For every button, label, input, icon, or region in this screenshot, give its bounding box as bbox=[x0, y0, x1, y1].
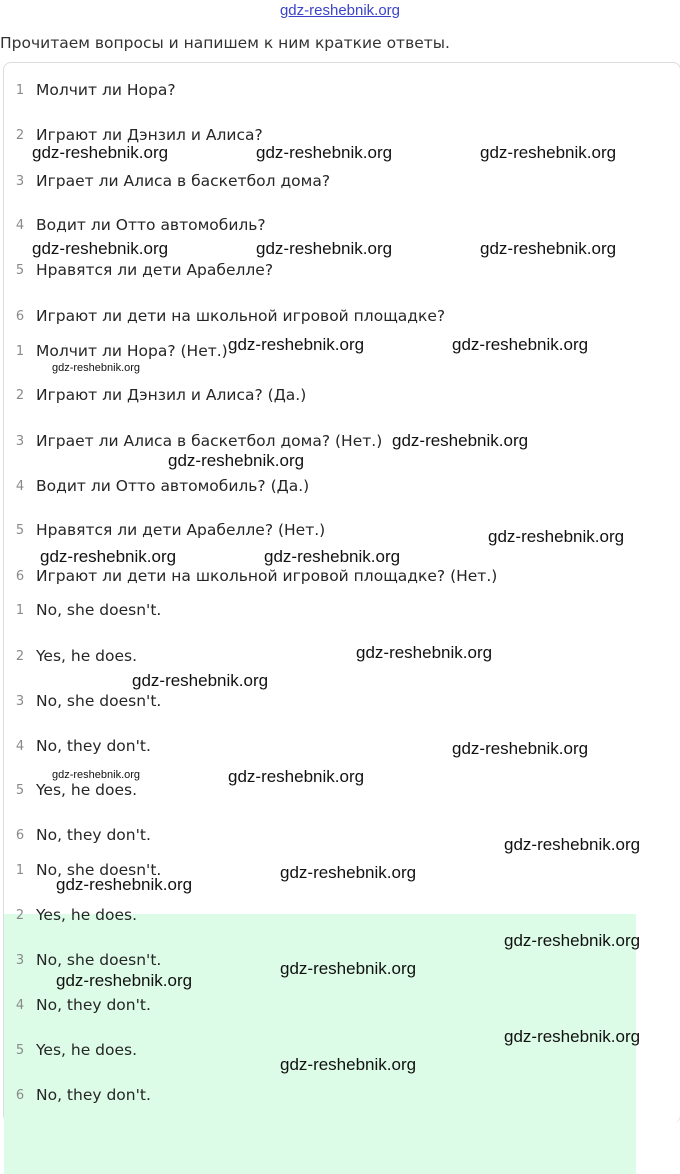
line-number: 4 bbox=[15, 218, 25, 233]
watermark: gdz-reshebnik.org bbox=[392, 431, 529, 450]
line-number: 2 bbox=[15, 649, 25, 664]
watermark: gdz-reshebnik.org bbox=[452, 739, 589, 758]
watermark: gdz-reshebnik.org bbox=[132, 671, 269, 690]
watermark: gdz-reshebnik.org bbox=[504, 1027, 641, 1046]
watermark: gdz-reshebnik.org bbox=[228, 335, 365, 354]
line-text: Водит ли Отто автомобиль? bbox=[36, 216, 266, 234]
line-number: 2 bbox=[15, 388, 25, 403]
watermark: gdz-reshebnik.org bbox=[256, 239, 393, 258]
watermark: gdz-reshebnik.org bbox=[356, 643, 493, 662]
watermark: gdz-reshebnik.org bbox=[280, 959, 417, 978]
watermark: gdz-reshebnik.org bbox=[280, 1055, 417, 1074]
answer-ru-line bbox=[0, 475, 640, 499]
line-text: No, they don't. bbox=[36, 996, 151, 1014]
watermark: gdz-reshebnik.org bbox=[480, 143, 617, 162]
line-number: 5 bbox=[15, 1043, 25, 1058]
answer-ru-line bbox=[0, 430, 640, 454]
line-text: Играет ли Алиса в баскетбол дома? (Нет.) bbox=[36, 432, 383, 450]
site-header-link[interactable]: gdz-reshebnik.org bbox=[279, 2, 401, 19]
question-line bbox=[0, 214, 640, 238]
answer-ru-line bbox=[0, 565, 640, 589]
watermark: gdz-reshebnik.org bbox=[168, 451, 305, 470]
line-number: 1 bbox=[15, 603, 25, 618]
watermark: gdz-reshebnik.org bbox=[52, 769, 141, 781]
line-number: 1 bbox=[15, 83, 25, 98]
line-text: Yes, he does. bbox=[36, 647, 138, 665]
watermark: gdz-reshebnik.org bbox=[264, 547, 401, 566]
line-text: Играет ли Алиса в баскетбол дома? bbox=[36, 172, 331, 190]
line-number: 6 bbox=[15, 1088, 25, 1103]
question-line bbox=[0, 170, 640, 194]
question-line bbox=[0, 259, 640, 283]
line-text: No, she doesn't. bbox=[36, 861, 162, 879]
line-number: 3 bbox=[15, 434, 25, 449]
answer-en-line bbox=[0, 645, 640, 669]
line-text: Играют ли Дэнзил и Алиса? bbox=[36, 126, 263, 144]
watermark: gdz-reshebnik.org bbox=[40, 547, 177, 566]
line-number: 2 bbox=[15, 128, 25, 143]
watermark: gdz-reshebnik.org bbox=[32, 239, 169, 258]
watermark: gdz-reshebnik.org bbox=[488, 527, 625, 546]
line-number: 4 bbox=[15, 479, 25, 494]
line-number: 4 bbox=[15, 998, 25, 1013]
answer-en-line bbox=[0, 690, 640, 714]
line-number: 6 bbox=[15, 828, 25, 843]
watermark: gdz-reshebnik.org bbox=[56, 971, 193, 990]
question-line bbox=[0, 79, 640, 103]
final-answer-line bbox=[0, 1084, 640, 1108]
final-answer-line bbox=[0, 904, 640, 928]
line-number: 5 bbox=[15, 263, 25, 278]
line-number: 1 bbox=[15, 863, 25, 878]
line-text: Yes, he does. bbox=[36, 781, 138, 799]
line-text: No, they don't. bbox=[36, 826, 151, 844]
line-number: 4 bbox=[15, 739, 25, 754]
watermark: gdz-reshebnik.org bbox=[228, 767, 365, 786]
line-number: 6 bbox=[15, 569, 25, 584]
watermark: gdz-reshebnik.org bbox=[256, 143, 393, 162]
line-number: 3 bbox=[15, 174, 25, 189]
line-text: Водит ли Отто автомобиль? (Да.) bbox=[36, 477, 310, 495]
watermark: gdz-reshebnik.org bbox=[504, 931, 641, 950]
watermark: gdz-reshebnik.org bbox=[280, 863, 417, 882]
line-text: Нравятся ли дети Арабелле? bbox=[36, 261, 274, 279]
line-text: Нравятся ли дети Арабелле? (Нет.) bbox=[36, 521, 326, 539]
line-text: No, she doesn't. bbox=[36, 692, 162, 710]
watermark: gdz-reshebnik.org bbox=[452, 335, 589, 354]
line-number: 2 bbox=[15, 908, 25, 923]
final-answer-line bbox=[0, 994, 640, 1018]
line-text: No, they don't. bbox=[36, 737, 151, 755]
line-text: Yes, he does. bbox=[36, 1041, 138, 1059]
watermark: gdz-reshebnik.org bbox=[480, 239, 617, 258]
question-line bbox=[0, 305, 640, 329]
line-number: 1 bbox=[15, 344, 25, 359]
line-number: 5 bbox=[15, 783, 25, 798]
watermark: gdz-reshebnik.org bbox=[56, 875, 193, 894]
line-text: Молчит ли Нора? (Нет.) bbox=[36, 342, 228, 360]
line-text: No, she doesn't. bbox=[36, 951, 162, 969]
line-text: Yes, he does. bbox=[36, 906, 138, 924]
watermark: gdz-reshebnik.org bbox=[32, 143, 169, 162]
line-text: No, she doesn't. bbox=[36, 601, 162, 619]
line-text: Играют ли Дэнзил и Алиса? (Да.) bbox=[36, 386, 307, 404]
watermark: gdz-reshebnik.org bbox=[52, 362, 141, 374]
line-number: 6 bbox=[15, 309, 25, 324]
line-text: No, they don't. bbox=[36, 1086, 151, 1104]
line-number: 5 bbox=[15, 523, 25, 538]
answer-en-line bbox=[0, 599, 640, 623]
watermark: gdz-reshebnik.org bbox=[504, 835, 641, 854]
line-text: Молчит ли Нора? bbox=[36, 81, 176, 99]
line-number: 3 bbox=[15, 694, 25, 709]
line-number: 3 bbox=[15, 953, 25, 968]
task-intro: Прочитаем вопросы и напишем к ним краткие ответы. bbox=[0, 34, 450, 52]
line-text: Играют ли дети на школьной игровой площадке? bbox=[36, 307, 446, 325]
answer-ru-line bbox=[0, 384, 640, 408]
line-text: Играют ли дети на школьной игровой площадке? (Нет.) bbox=[36, 567, 498, 585]
